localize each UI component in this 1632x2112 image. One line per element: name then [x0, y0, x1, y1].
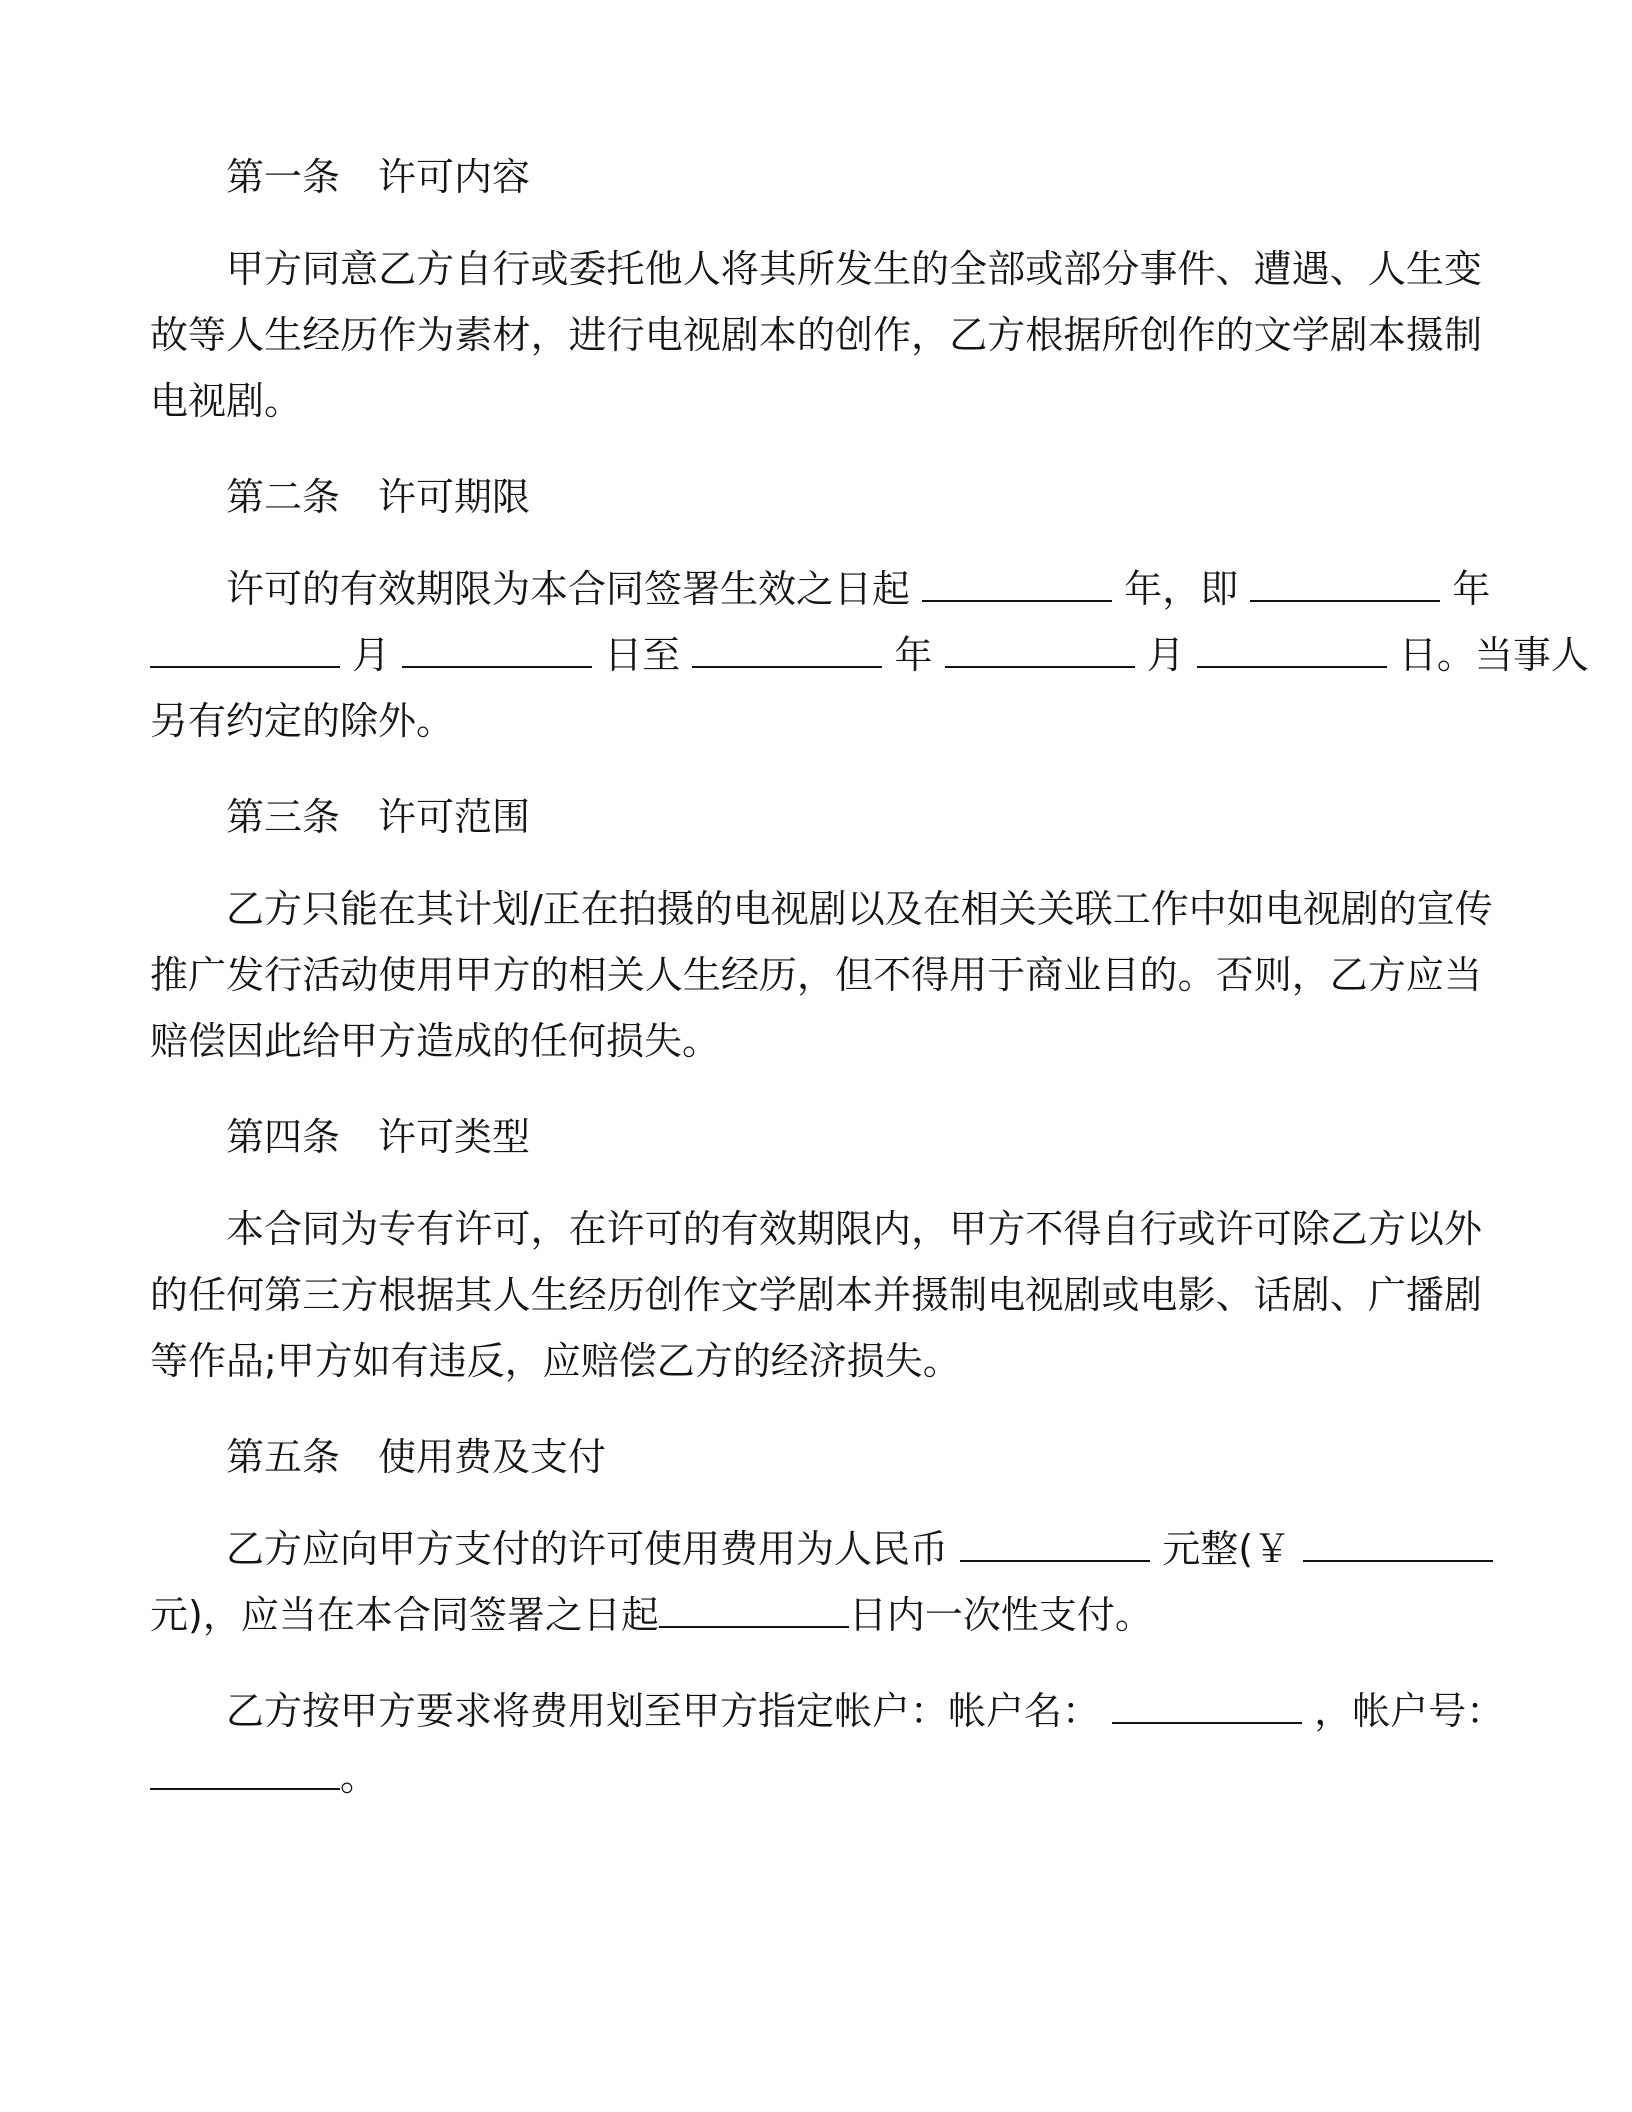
article-title: 许可内容 — [378, 155, 531, 199]
article-number: 第四条 — [226, 1115, 341, 1159]
text-segment: 月 — [352, 633, 391, 677]
blank-start-month[interactable] — [150, 636, 340, 668]
article-5-paragraph-2-line-1 — [150, 1686, 1505, 1736]
blank-fee-amount-words[interactable] — [960, 1530, 1150, 1562]
blank-start-day[interactable] — [402, 636, 592, 668]
text-segment: 。 — [340, 1755, 379, 1799]
article-1-line-1: 甲方同意乙方自行或委托他人将其所发生的全部或部分事件、遭遇、人生变 — [226, 247, 1482, 291]
text-segment: 日。当事人 — [1398, 633, 1589, 677]
blank-end-year[interactable] — [692, 636, 882, 668]
text-segment: 乙方按甲方要求将费用划至甲方指定帐户：帐户名： — [226, 1689, 1101, 1733]
article-3-heading — [226, 792, 530, 842]
article-number: 第五条 — [226, 1435, 341, 1479]
article-2-heading — [226, 472, 530, 522]
blank-end-month[interactable] — [945, 636, 1135, 668]
blank-payment-days[interactable] — [659, 1596, 849, 1628]
article-3-line-1: 乙方只能在其计划/正在拍摄的电视剧以及在相关关联工作中如电视剧的宣传 — [226, 887, 1493, 931]
text-segment: ，帐户号： — [1314, 1689, 1505, 1733]
article-3-line-3: 赔偿因此给甲方造成的任何损失。 — [150, 1019, 721, 1063]
text-segment: 月 — [1146, 633, 1185, 677]
blank-start-year[interactable] — [1250, 570, 1440, 602]
text-segment: 日至 — [604, 633, 681, 677]
article-1-heading — [226, 152, 530, 202]
text-segment: 元整(￥ — [1162, 1527, 1292, 1571]
article-number: 第三条 — [226, 795, 341, 839]
blank-account-name[interactable] — [1112, 1692, 1302, 1724]
article-title: 使用费及支付 — [378, 1435, 607, 1479]
article-5-paragraph-2-line-2 — [150, 1752, 1482, 1802]
text-segment: 许可的有效期限为本合同签署生效之日起 — [226, 567, 911, 611]
article-4-line-2: 的任何第三方根据其人生经历创作文学剧本并摄制电视剧或电影、话剧、广播剧 — [150, 1273, 1482, 1317]
article-number: 第一条 — [226, 155, 341, 199]
text-segment: 年 — [1452, 567, 1491, 611]
article-title: 许可期限 — [378, 475, 531, 519]
article-4-heading — [226, 1112, 530, 1162]
blank-years-count[interactable] — [922, 570, 1112, 602]
article-1-line-2: 故等人生经历作为素材，进行电视剧本的创作，乙方根据所创作的文学剧本摄制 — [150, 313, 1482, 357]
article-5-paragraph-1-line-2 — [150, 1590, 1482, 1640]
text-segment: 日内一次性支付。 — [848, 1593, 1153, 1637]
article-3-line-2: 推广发行活动使用甲方的相关人生经历，但不得用于商业目的。否则，乙方应当 — [150, 953, 1482, 997]
blank-fee-amount-number[interactable] — [1303, 1530, 1493, 1562]
article-2-line-2 — [150, 630, 1589, 680]
text-segment: 年 — [894, 633, 933, 677]
article-1-line-3: 电视剧。 — [150, 379, 303, 423]
article-5-heading — [226, 1432, 606, 1482]
article-title: 许可类型 — [378, 1115, 531, 1159]
article-4-line-1: 本合同为专有许可，在许可的有效期限内，甲方不得自行或许可除乙方以外 — [226, 1207, 1482, 1251]
text-segment: 年，即 — [1124, 567, 1239, 611]
text-segment: 元)，应当在本合同签署之日起 — [150, 1593, 659, 1637]
contract-page — [150, 0, 1589, 2112]
article-2-line-3: 另有约定的除外。 — [150, 699, 455, 743]
blank-account-number[interactable] — [150, 1758, 340, 1790]
article-5-paragraph-1-line-1 — [150, 1524, 1482, 1574]
article-4-line-3: 等作品;甲方如有违反，应赔偿乙方的经济损失。 — [150, 1339, 961, 1383]
article-2-line-1 — [150, 564, 1491, 614]
text-segment: 乙方应向甲方支付的许可使用费用为人民币 — [226, 1527, 949, 1571]
article-number: 第二条 — [226, 475, 341, 519]
blank-end-day[interactable] — [1197, 636, 1387, 668]
article-title: 许可范围 — [378, 795, 531, 839]
